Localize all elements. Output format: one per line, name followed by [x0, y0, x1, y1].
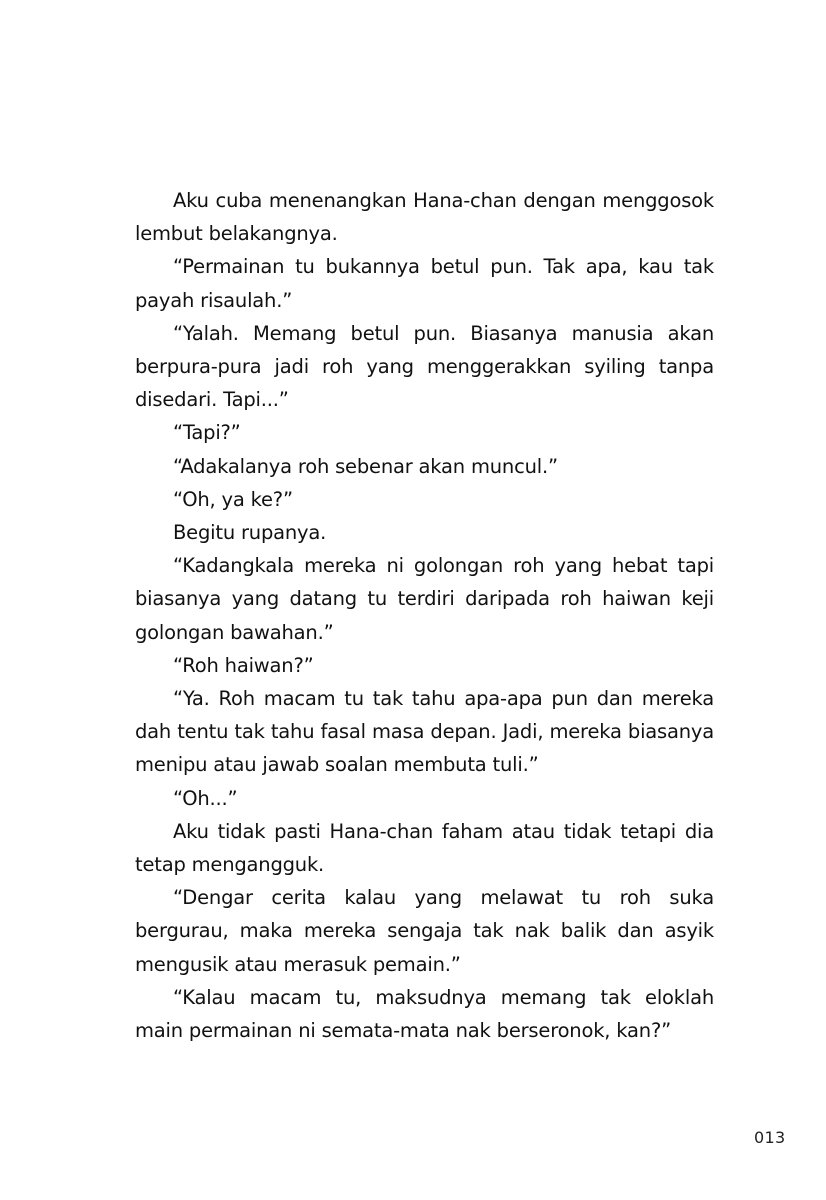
- paragraph: “Oh, ya ke?”: [173, 487, 293, 511]
- page-number: 013: [754, 1128, 786, 1147]
- paragraph: “Kalau macam tu, maksudnya memang tak eloklah main permainan ni semata-mata nak berseronok, kan?”: [135, 985, 714, 1043]
- body-text: [135, 184, 714, 1047]
- paragraph: “Dengar cerita kalau yang melawat tu roh suka bergurau, maka mereka sengaja tak nak balik dan asyik mengusik atau merasuk pemain.”: [135, 886, 714, 976]
- paragraph: Begitu rupanya.: [173, 521, 327, 545]
- paragraph: “Oh...”: [173, 786, 238, 810]
- paragraph: “Kadangkala mereka ni golongan roh yang hebat tapi biasanya yang datang tu terdiri daripada roh haiwan keji golongan bawahan.”: [135, 554, 714, 644]
- paragraph: “Ya. Roh macam tu tak tahu apa-apa pun dan mereka dah tentu tak tahu fasal masa depan. Jadi, mereka biasanya menipu atau jawab soalan membuta tuli.”: [135, 687, 714, 777]
- paragraph: “Tapi?”: [173, 421, 241, 445]
- paragraph: “Permainan tu bukannya betul pun. Tak apa, kau tak payah risaulah.”: [135, 255, 714, 312]
- paragraph: “Adakalanya roh sebenar akan muncul.”: [173, 454, 558, 478]
- paragraph: Aku cuba menenangkan Hana-chan dengan menggosok lembut belakangnya.: [135, 189, 714, 246]
- paragraph: “Yalah. Memang betul pun. Biasanya manusia akan berpura-pura jadi roh yang menggerakkan syiling tanpa disedari. Tapi...”: [135, 321, 714, 412]
- paragraph: “Roh haiwan?”: [173, 653, 314, 677]
- paragraph: Aku tidak pasti Hana-chan faham atau tidak tetapi dia tetap mengangguk.: [135, 819, 714, 877]
